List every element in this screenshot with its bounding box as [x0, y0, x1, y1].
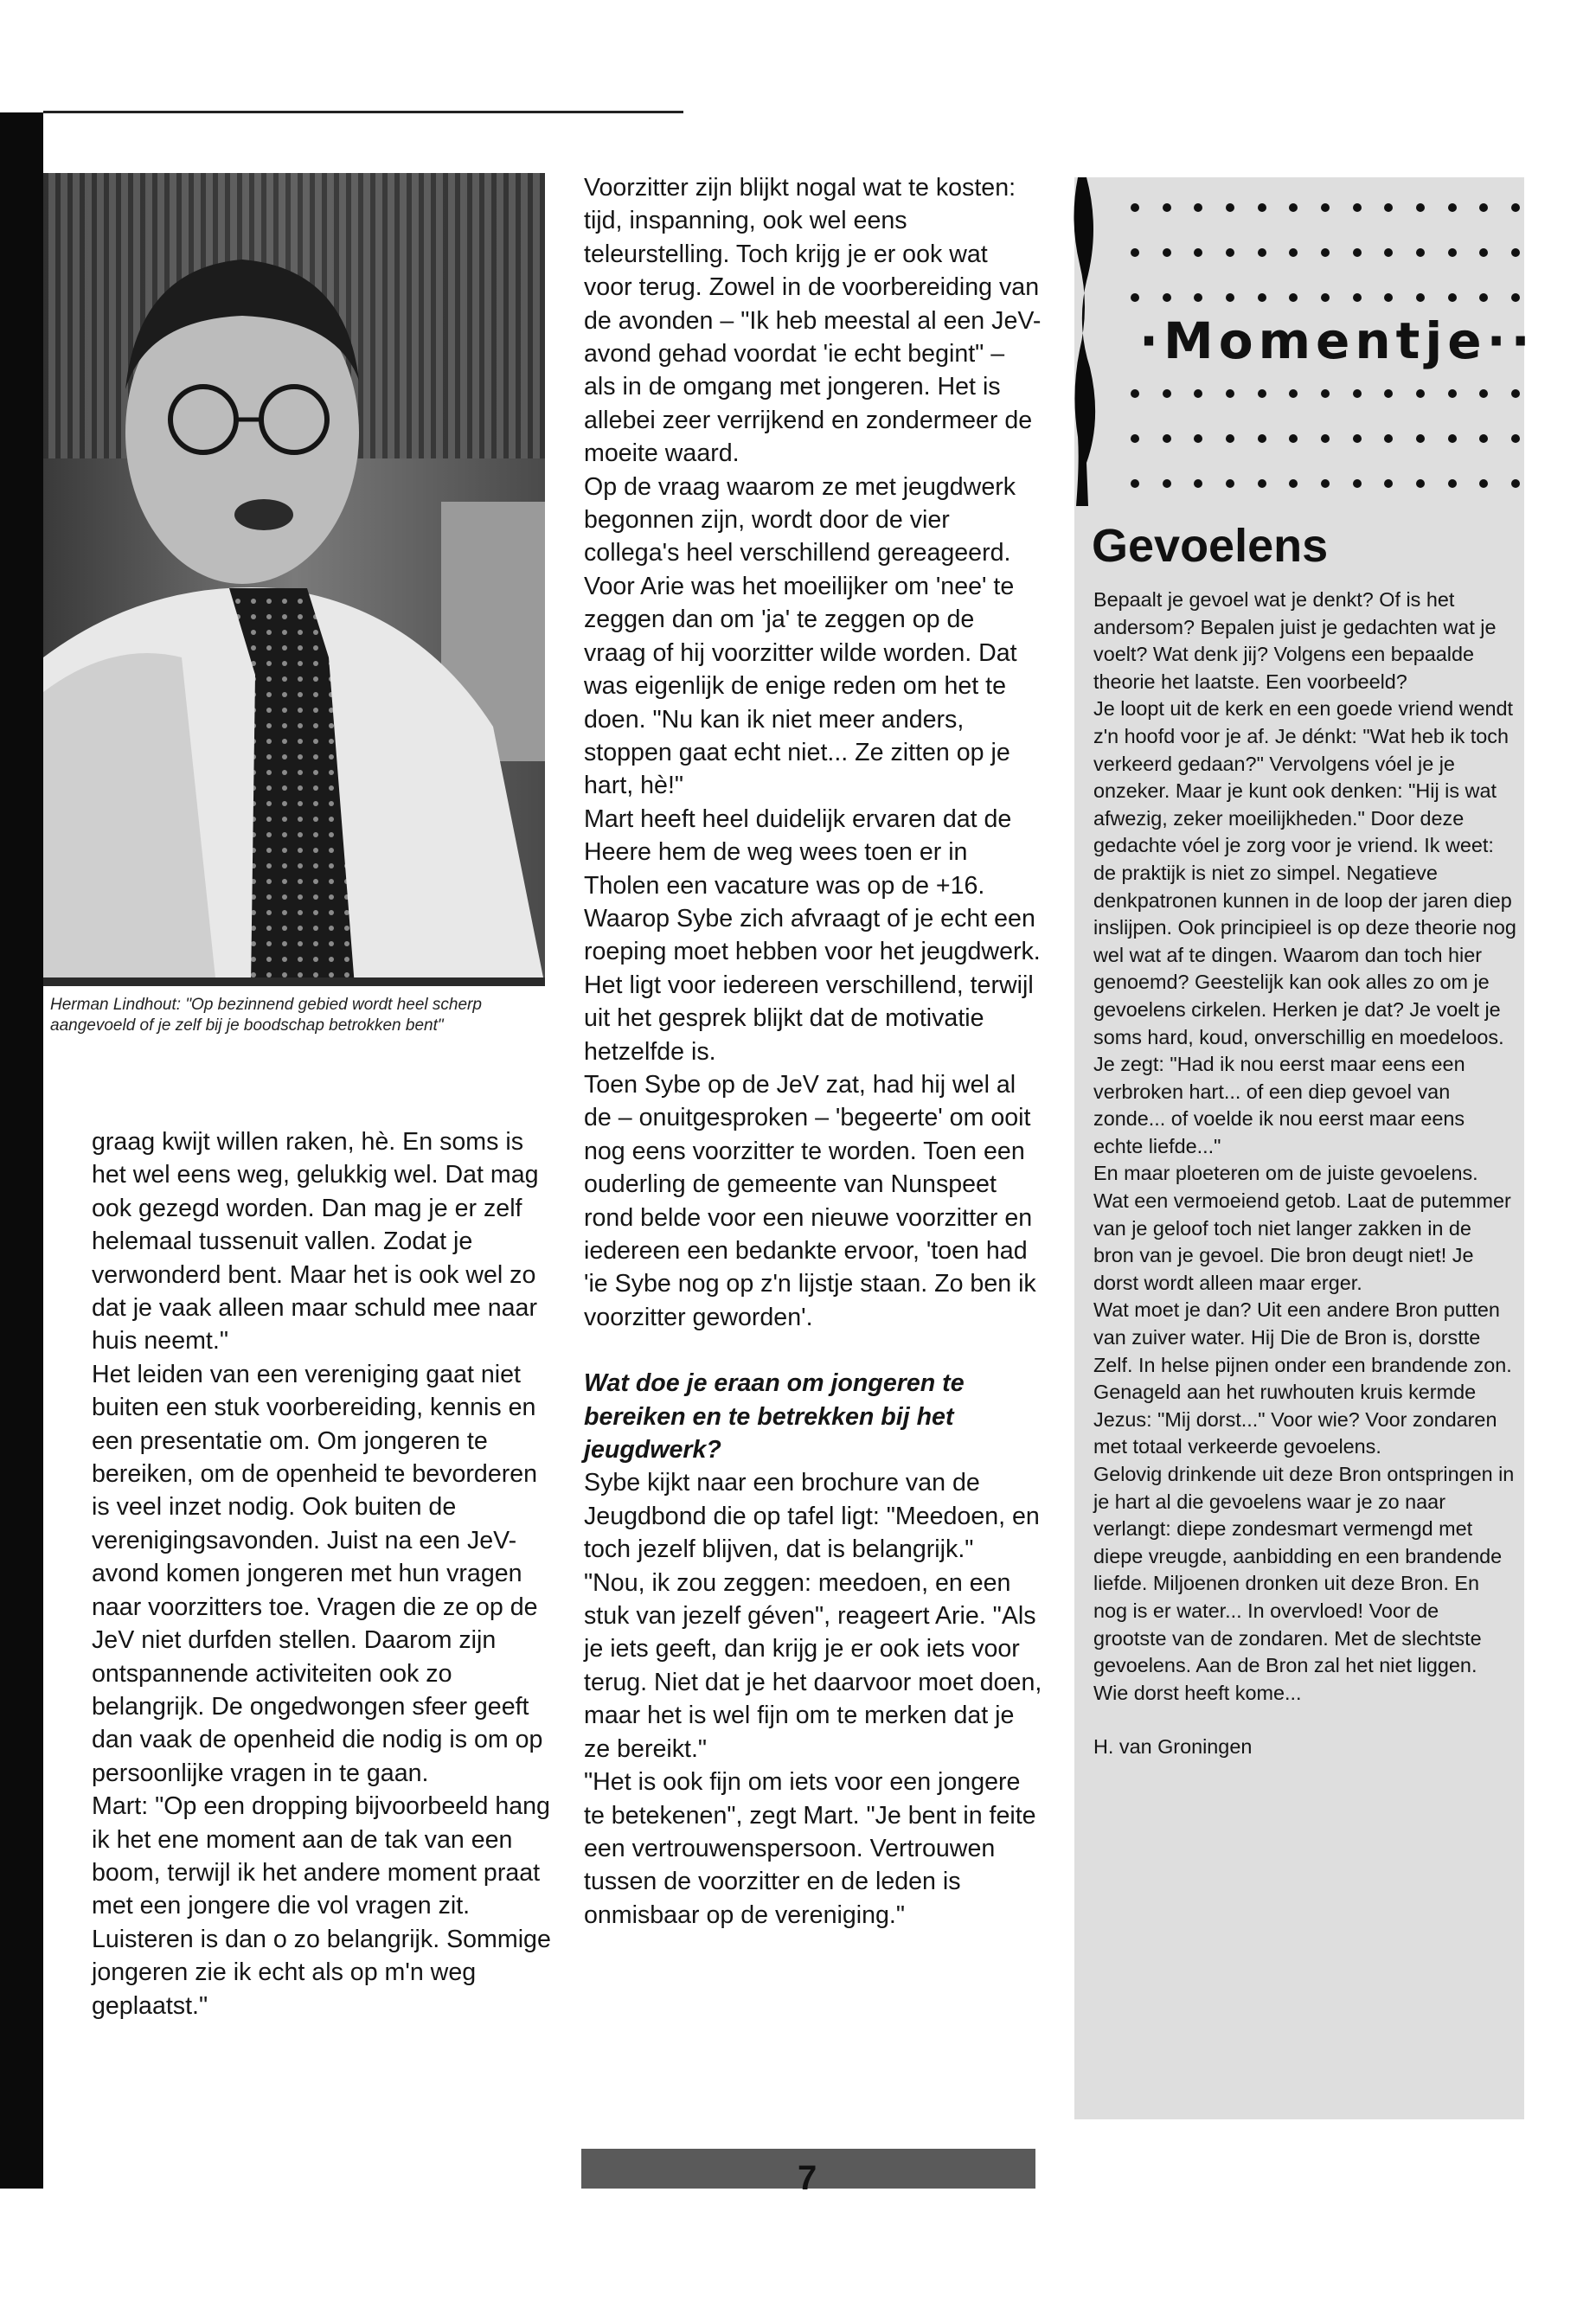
paragraph: Je loopt uit de kerk en een goede vriend wendt z'n hoofd voor je af. Je dénkt: "Wat heb ik toch verkeerd gedaan?" Vervolgens vóel je je onzeker. Maar je kunt ook denken: "Hij is wat afwezig, zeker moeilijkheden." Door deze gedachte vóel je zorg voor je vriend. Ik weet: de praktijk is niet zo simpel. Negatieve denkpatronen kunnen in de loop der jaren diep inslijpen. Ook principieel is op deze theorie nog wel wat af te dingen. Waarom dan toch hier genoemd? Geestelijk kan ook alles zo om je gevoelens cirkelen. Herken je dat? Je voelt je soms hard, koud, onverschillig en moedeloos. Je zegt: "Had ik nou eerst maar eens een verbroken hart... of een diep gevoel van zonde... of voelde ik nou eerst maar eens echte liefde...": [1093, 697, 1516, 1157]
paragraph: Wat moet je dan? Uit een andere Bron putten van zuiver water. Hij Die de Bron is, dorstte Zelf. In helse pijnen onder een brandende zon. Genageld aan het ruwhouten kruis kermde Jezus: "Mij dorst..." Voor wie? Voor zondaren met totaal verkeerde gevoelens.: [1093, 1298, 1512, 1458]
dot-row: [1131, 479, 1520, 488]
dot-row: [1131, 203, 1520, 212]
paragraph: Mart heeft heel duidelijk ervaren dat de Heere hem de weg wees toen er in Tholen een vacature was op de +16. Waarop Sybe zich afvraagt of je echt een roeping moet hebben voor het jeugdwerk. Het ligt voor iedereen verschillend, terwijl uit het gesprek blijkt dat de motivatie hetzelfde is.: [584, 804, 1041, 1066]
dot-row: [1131, 248, 1520, 257]
paragraph: Gelovig drinkende uit deze Bron ontspringen in je hart al die gevoelens waar je zo naar verlangt: diepe zondesmart vermengd met diepe vreugde, aanbidding en een brandende liefde. Miljoenen dronken uit deze Bron. En nog is er water... In overvloed! Voor de grootste van de zondaren. Met de slechtste gevoelens. Aan de Bron zal het niet liggen. Wie dorst heeft kome...: [1093, 1463, 1515, 1704]
interview-question: Wat doe je eraan om jongeren te bereiken en te betrekken bij het jeugdwerk?: [584, 1369, 965, 1465]
paragraph: Sybe kijkt naar een brochure van de Jeugdbond die op tafel ligt: "Meedoen, en toch jezelf blijven, dat is belangrijk.": [584, 1469, 1040, 1564]
dot-row: [1131, 389, 1520, 398]
paragraph: En maar ploeteren om de juiste gevoelens. Wat een vermoeiend getob. Laat de putemmer van je geloof toch niet langer zakken in de bron van je gevoel. Die bron deugt niet! Je dorst wordt alleen maar erger.: [1093, 1162, 1511, 1294]
momentje-header: [1074, 177, 1535, 506]
paragraph: Bepaalt je gevoel wat je denkt? Of is het andersom? Bepalen juist je gedachten wat je voelt? Wat denk jij? Volgens een bepaalde theorie het laatste. Een voorbeeld?: [1093, 588, 1497, 693]
page-edge-bar: [0, 112, 43, 2189]
paragraph: "Nou, ik zou zeggen: meedoen, en een stuk van jezelf géven", reageert Arie. "Als je iets geeft, dan krijg je er ook iets voor terug. Niet dat je het daarvoor moet doen, maar het is wel fijn om te merken dat je ze bereikt.": [584, 1568, 1042, 1763]
paragraph: Toen Sybe op de JeV zat, had hij wel al de – onuitgesproken – 'begeerte' om ooit nog eens voorzitter te worden. Toen een ouderling de gemeente van Nunspeet rond belde voor een nieuwe voorzitter en iedereen een bedankte ervoor, 'toen had 'ie Sybe nog op z'n lijstje staan. Zo ben ik voorzitter geworden'.: [584, 1070, 1036, 1331]
sidebar-column: [1074, 177, 1535, 2119]
paragraph: Het leiden van een vereniging gaat niet buiten een stuk voorbereiding, kennis en een presentatie om. Om jongeren te bereiken, om de openheid te bevorderen is veel inzet nodig. Ook buiten de verenigingsavonden. Juist na een JeV-avond komen jongeren met hun vragen naar voorzitters toe. Vragen die ze op de JeV niet durfden stellen. Daarom zijn ontspannende activiteiten ook zo belangrijk. De ongedwongen sfeer geeft dan vaak de openheid die nodig is om op persoonlijke vragen in te gaan.: [92, 1360, 543, 1787]
paragraph: Mart: "Op een dropping bijvoorbeeld hang ik het ene moment aan de tak van een boom, terwijl ik het andere moment praat met een jongere die vol vragen zit. Luisteren is dan o zo belangrijk. Sommige jongeren zie ik echt als op m'n weg geplaatst.": [92, 1792, 551, 2020]
portrait-photo: [43, 173, 545, 986]
photo-caption: Herman Lindhout: "Op bezinnend gebied wordt heel scherp aangevoeld of je zelf bij je boodschap betrokken bent": [50, 996, 482, 1035]
dot-row: [1131, 293, 1520, 302]
sidebar-author: H. van Groningen: [1093, 1735, 1253, 1759]
dot-row: [1131, 434, 1520, 443]
paragraph: Op de vraag waarom ze met jeugdwerk begonnen zijn, wordt door de vier collega's heel verschillend gereageerd. Voor Arie was het moeilijker om 'nee' te zeggen dan om 'ja' te zeggen op de vraag of hij voorzitter wilde worden. Dat was eigenlijk de enige reden om het te doen. "Nu kan ik niet meer anders, stoppen gaat echt niet... Ze zitten op je hart, hè!": [584, 472, 1017, 800]
page-number: 7: [798, 2159, 817, 2197]
top-rule: [43, 111, 683, 113]
momentje-title: ·Momentje··: [1139, 311, 1535, 370]
paragraph: "Het is ook fijn om iets voor een jongere te betekenen", zegt Mart. "Je bent in feite een vertrouwenspersoon. Vertrouwen tussen de voorzitter en de leden is onmisbaar op de vereniging.": [584, 1768, 1036, 1929]
article-column-2: [584, 171, 1042, 1932]
article-column-1: [92, 1125, 554, 2022]
paragraph: graag kwijt willen raken, hè. En soms is het wel eens weg, gelukkig wel. Dat mag ook gezegd worden. Dan mag je er zelf helemaal tussenuit vallen. Zodat je verwonderd bent. Maar het is ook wel zo dat je vaak alleen maar schuld mee naar huis neemt.": [92, 1128, 539, 1356]
sidebar-title: Gevoelens: [1092, 520, 1329, 572]
sidebar-body: [1093, 586, 1517, 1761]
wave-decoration-icon: [1067, 177, 1119, 506]
paragraph: Voorzitter zijn blijkt nogal wat te kosten: tijd, inspanning, ook wel eens teleurstelling. Toch krijg je er ook wat voor terug. Zowel in de voorbereiding van de avonden – "Ik heb meestal al een JeV-avond gehad voordat 'ie echt begint" – als in de omgang met jongeren. Het is allebei zeer verrijkend en zondermeer de moeite waard.: [584, 174, 1042, 468]
